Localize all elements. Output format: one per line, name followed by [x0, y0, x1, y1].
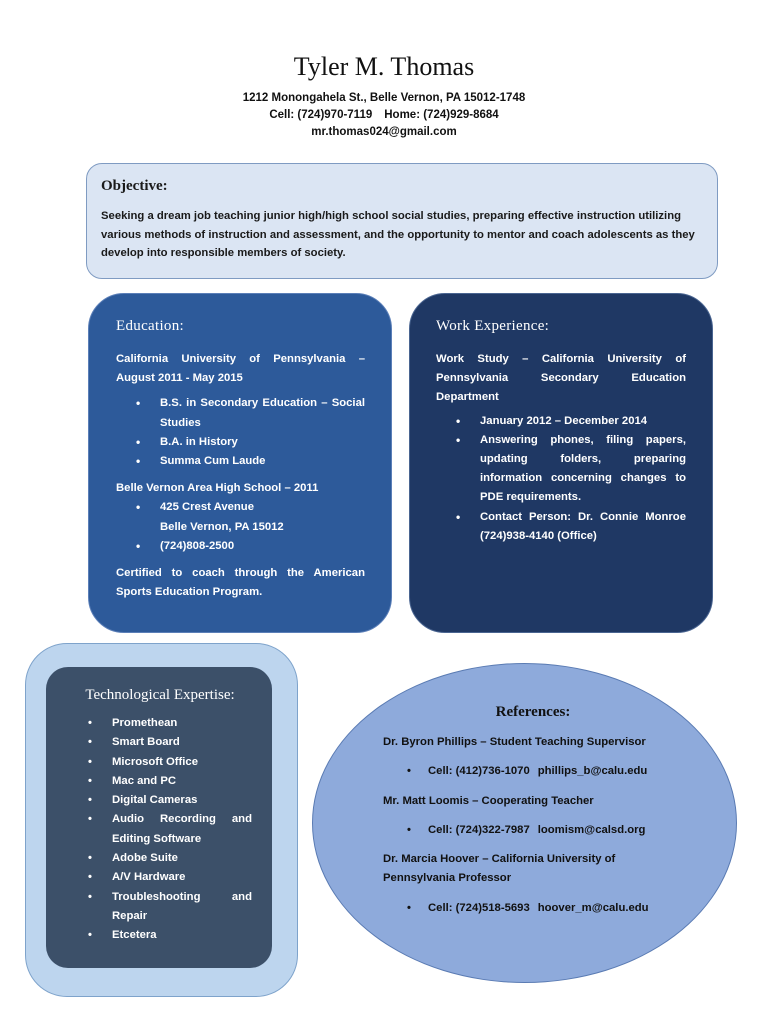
certification-line: Certified to coach through the American Sports Education Program.	[116, 567, 365, 599]
reference-contact-list	[383, 762, 683, 781]
list-item: • A/V Hardware	[88, 868, 252, 887]
list-item: • (724)808-2500	[136, 537, 365, 556]
education-section	[88, 293, 392, 633]
reference-contact-list	[383, 821, 683, 840]
list-item: • Etcetera	[88, 926, 252, 945]
list-item: • Promethean	[88, 714, 252, 733]
tech-list	[68, 714, 252, 946]
work-position: Work Study – California University of Pennsylvania Secondary Education Department	[436, 353, 686, 404]
resume-name: Tyler M. Thomas	[293, 52, 475, 81]
list-item: • Smart Board	[88, 733, 252, 752]
reference-phone: Cell: (412)736-1070	[428, 765, 530, 778]
reference-contact-list	[383, 899, 683, 918]
reference-name: Dr. Marcia Hoover – California University of Pennsylvania Professor	[383, 853, 616, 885]
list-item: • Answering phones, filing papers, updating folders, preparing information concerning changes to PDE requirements.	[456, 431, 686, 508]
tech-expertise-section	[46, 667, 272, 968]
references-section	[312, 663, 737, 983]
home-phone: Home: (724)929-8684	[384, 109, 499, 121]
work-list	[436, 412, 686, 546]
list-item: • Adobe Suite	[88, 849, 252, 868]
list-item: • Digital Cameras	[88, 791, 252, 810]
references-title: References:	[495, 704, 571, 720]
university-line: California University of Pennsylvania – August 2011 - May 2015	[116, 353, 365, 385]
high-school-list	[116, 498, 365, 556]
hs-address-2: Belle Vernon, PA 15012	[160, 520, 284, 533]
email: mr.thomas024@gmail.com	[311, 126, 457, 138]
hs-address-1: 425 Crest Avenue	[160, 501, 254, 514]
contact-block	[0, 90, 768, 141]
list-item: • B.A. in History	[136, 433, 365, 452]
list-item: • Microsoft Office	[88, 753, 252, 772]
objective-section	[86, 163, 718, 279]
list-item: • Audio Recording and Editing Software	[88, 810, 252, 849]
list-item: • Summa Cum Laude	[136, 452, 365, 471]
reference-name: Mr. Matt Loomis – Cooperating Teacher	[383, 794, 594, 807]
references-content	[383, 704, 683, 928]
address: 1212 Monongahela St., Belle Vernon, PA 15012-1748	[242, 92, 526, 104]
reference-email: hoover_m@calu.edu	[537, 901, 649, 914]
list-item	[407, 821, 683, 840]
work-experience-section	[409, 293, 713, 633]
work-title: Work Experience:	[436, 318, 550, 334]
list-item: • January 2012 – December 2014	[456, 412, 686, 431]
list-item	[136, 498, 365, 536]
cell-phone: Cell: (724)970-7119	[269, 109, 373, 121]
objective-text: Seeking a dream job teaching junior high/high school social studies, preparing effective instruction utilizing various methods of instruction and assessment, and the opportunity to mentor and coach adolescents as they develop into responsible members of society.	[101, 210, 695, 259]
high-school-line: Belle Vernon Area High School – 2011	[116, 482, 319, 495]
list-item	[407, 762, 683, 781]
university-list	[116, 394, 365, 471]
list-item: • Mac and PC	[88, 772, 252, 791]
reference-email: loomism@calsd.org	[537, 823, 646, 836]
reference-phone: Cell: (724)322-7987	[428, 823, 530, 836]
list-item: • B.S. in Secondary Education – Social Studies	[136, 394, 365, 432]
reference-phone: Cell: (724)518-5693	[428, 901, 530, 914]
list-item	[407, 899, 683, 918]
list-item: • Troubleshooting and Repair	[88, 888, 252, 927]
education-title: Education:	[116, 318, 184, 334]
reference-email: phillips_b@calu.edu	[537, 765, 648, 778]
objective-title: Objective:	[101, 178, 168, 194]
phone-line	[0, 107, 768, 124]
list-item: • Contact Person: Dr. Connie Monroe (724)938-4140 (Office)	[456, 508, 686, 546]
reference-name: Dr. Byron Phillips – Student Teaching Supervisor	[383, 736, 646, 748]
tech-title: Technological Expertise:	[85, 687, 235, 703]
